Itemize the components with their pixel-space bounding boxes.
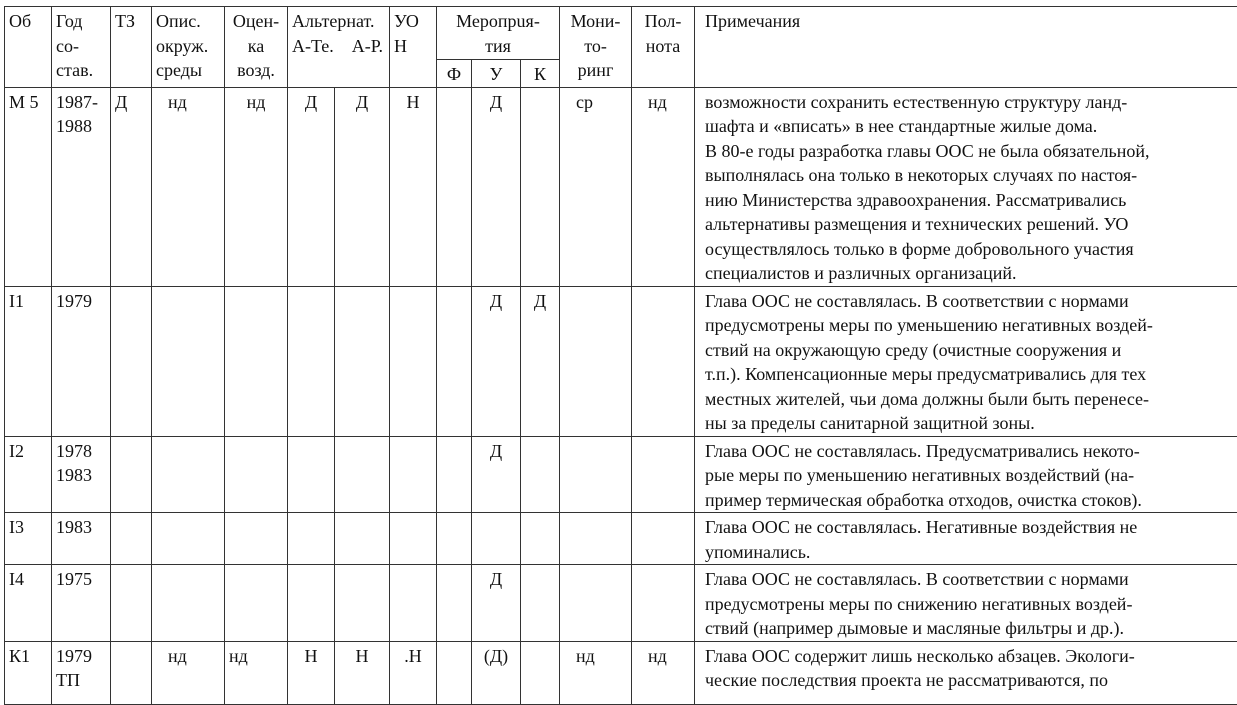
header-tz: ТЗ xyxy=(111,7,152,88)
cell-ob: I3 xyxy=(5,513,52,565)
cell-f xyxy=(437,436,472,513)
cell-alt-r xyxy=(335,565,390,642)
cell-alt-te xyxy=(288,565,335,642)
cell-uo xyxy=(390,565,437,642)
header-u: У xyxy=(472,60,521,88)
header-k: К xyxy=(521,60,560,88)
cell-opis: нд xyxy=(152,87,225,286)
cell-tz xyxy=(111,513,152,565)
cell-uo: .Н xyxy=(390,641,437,704)
cell-otsenka xyxy=(225,513,288,565)
cell-alt-te xyxy=(288,436,335,513)
header-monitoring: Мони- то- ринг xyxy=(560,7,632,88)
cell-alt-r xyxy=(335,513,390,565)
cell-god: 1987- 1988 xyxy=(52,87,111,286)
cell-k xyxy=(521,565,560,642)
header-opis: Опис. окруж. среды xyxy=(152,7,225,88)
cell-polnota xyxy=(632,513,695,565)
cell-u: Д xyxy=(472,565,521,642)
table-row xyxy=(5,641,1237,704)
header-alt-te: А-Те. xyxy=(292,34,334,59)
cell-alt-te xyxy=(288,286,335,436)
cell-uo xyxy=(390,513,437,565)
cell-u: (Д) xyxy=(472,641,521,704)
cell-polnota: нд xyxy=(632,87,695,286)
header-polnota: Пол- нота xyxy=(632,7,695,88)
cell-polnota: нд xyxy=(632,641,695,704)
cell-tz xyxy=(111,436,152,513)
cell-god: 1979 ТП xyxy=(52,641,111,704)
table-row xyxy=(5,436,1237,513)
cell-monitoring xyxy=(560,286,632,436)
cell-notes: Глава ООС не составлялась. В соответствии с нормами предусмотрены меры по снижению негативных воздей- ствий (например дымовые и масляные фильтры и др.). xyxy=(695,565,1237,642)
cell-polnota xyxy=(632,286,695,436)
cell-alt-r xyxy=(335,436,390,513)
cell-k xyxy=(521,87,560,286)
cell-otsenka xyxy=(225,286,288,436)
cell-f xyxy=(437,565,472,642)
cell-opis xyxy=(152,565,225,642)
cell-alt-te: Н xyxy=(288,641,335,704)
cell-otsenka xyxy=(225,565,288,642)
cell-alt-r: Н xyxy=(335,641,390,704)
cell-tz xyxy=(111,641,152,704)
header-otsenka: Оцен- ка возд. xyxy=(225,7,288,88)
cell-notes: Глава ООС не составлялась. Негативные воздействия не упоминались. xyxy=(695,513,1237,565)
cell-uo: Н xyxy=(390,87,437,286)
cell-alt-r: Д xyxy=(335,87,390,286)
cell-u: Д xyxy=(472,286,521,436)
cell-opis: нд xyxy=(152,641,225,704)
cell-opis xyxy=(152,436,225,513)
cell-god: 1983 xyxy=(52,513,111,565)
cell-tz xyxy=(111,565,152,642)
cell-tz: Д xyxy=(111,87,152,286)
cell-notes: Глава ООС содержит лишь несколько абзацев. Экологи- ческие последствия проекта не рассматриваются, по xyxy=(695,641,1237,704)
cell-k xyxy=(521,513,560,565)
cell-f xyxy=(437,641,472,704)
cell-monitoring xyxy=(560,436,632,513)
cell-u: Д xyxy=(472,87,521,286)
table-row xyxy=(5,565,1237,642)
cell-alt-te: Д xyxy=(288,87,335,286)
cell-f xyxy=(437,286,472,436)
header-primechaniya: Примечания xyxy=(695,7,1237,88)
header-row xyxy=(5,7,1237,60)
cell-ob: I1 xyxy=(5,286,52,436)
cell-ob: К1 xyxy=(5,641,52,704)
cell-k xyxy=(521,436,560,513)
table-row xyxy=(5,286,1237,436)
cell-otsenka xyxy=(225,436,288,513)
cell-ob: I2 xyxy=(5,436,52,513)
cell-u: Д xyxy=(472,436,521,513)
cell-monitoring xyxy=(560,565,632,642)
cell-opis xyxy=(152,286,225,436)
cell-uo xyxy=(390,286,437,436)
cell-monitoring xyxy=(560,513,632,565)
assessment-table xyxy=(4,6,1237,705)
header-uo: УО Н xyxy=(390,7,437,88)
cell-polnota xyxy=(632,565,695,642)
cell-notes: Глава ООС не составлялась. В соответствии с нормами предусмотрены меры по уменьшению негативных воздей- ствий на окружающую среду (очистные сооружения и т.п.). Компенсационные меры предусматривались для тех местных жителей, чьи дома должны были быть перенесе- ны за пределы санитарной защитной зоны. xyxy=(695,286,1237,436)
cell-polnota xyxy=(632,436,695,513)
header-alt-r: А-Р. xyxy=(352,34,383,59)
cell-f xyxy=(437,87,472,286)
cell-ob: I4 xyxy=(5,565,52,642)
header-f: Ф xyxy=(437,60,472,88)
cell-f xyxy=(437,513,472,565)
cell-k xyxy=(521,641,560,704)
cell-opis xyxy=(152,513,225,565)
cell-god: 1978 1983 xyxy=(52,436,111,513)
header-god: Год со- став. xyxy=(52,7,111,88)
table-row xyxy=(5,513,1237,565)
header-ob: Об xyxy=(5,7,52,88)
cell-u xyxy=(472,513,521,565)
cell-god: 1975 xyxy=(52,565,111,642)
cell-alt-te xyxy=(288,513,335,565)
table-row xyxy=(5,87,1237,286)
cell-monitoring: ср xyxy=(560,87,632,286)
cell-ob: М 5 xyxy=(5,87,52,286)
cell-monitoring: нд xyxy=(560,641,632,704)
cell-notes: Глава ООС не составлялась. Предусматривались некото- рые меры по уменьшению негативных воздействий (на- пример термическая обработка отходов, очистка стоков). xyxy=(695,436,1237,513)
cell-otsenka: нд xyxy=(225,641,288,704)
cell-god: 1979 xyxy=(52,286,111,436)
header-alternatives: Альтернат. А-Те. А-Р. xyxy=(288,7,390,88)
cell-uo xyxy=(390,436,437,513)
cell-otsenka: нд xyxy=(225,87,288,286)
cell-alt-r xyxy=(335,286,390,436)
cell-notes: возможности сохранить естественную структуру ланд- шафта и «вписать» в нее стандартные жилые дома. В 80-е годы разработка главы ООС не была обязательной, выполнялась она только в некоторых случаях по настоя- нию Министерства здравоохранения. Рассматривались альтернативы размещения и технических решений. УО осуществлялось только в форме добровольного участия специалистов и различных организаций. xyxy=(695,87,1237,286)
cell-tz xyxy=(111,286,152,436)
cell-k: Д xyxy=(521,286,560,436)
header-meropriyatiya: Меропрuя- тия xyxy=(437,7,560,60)
